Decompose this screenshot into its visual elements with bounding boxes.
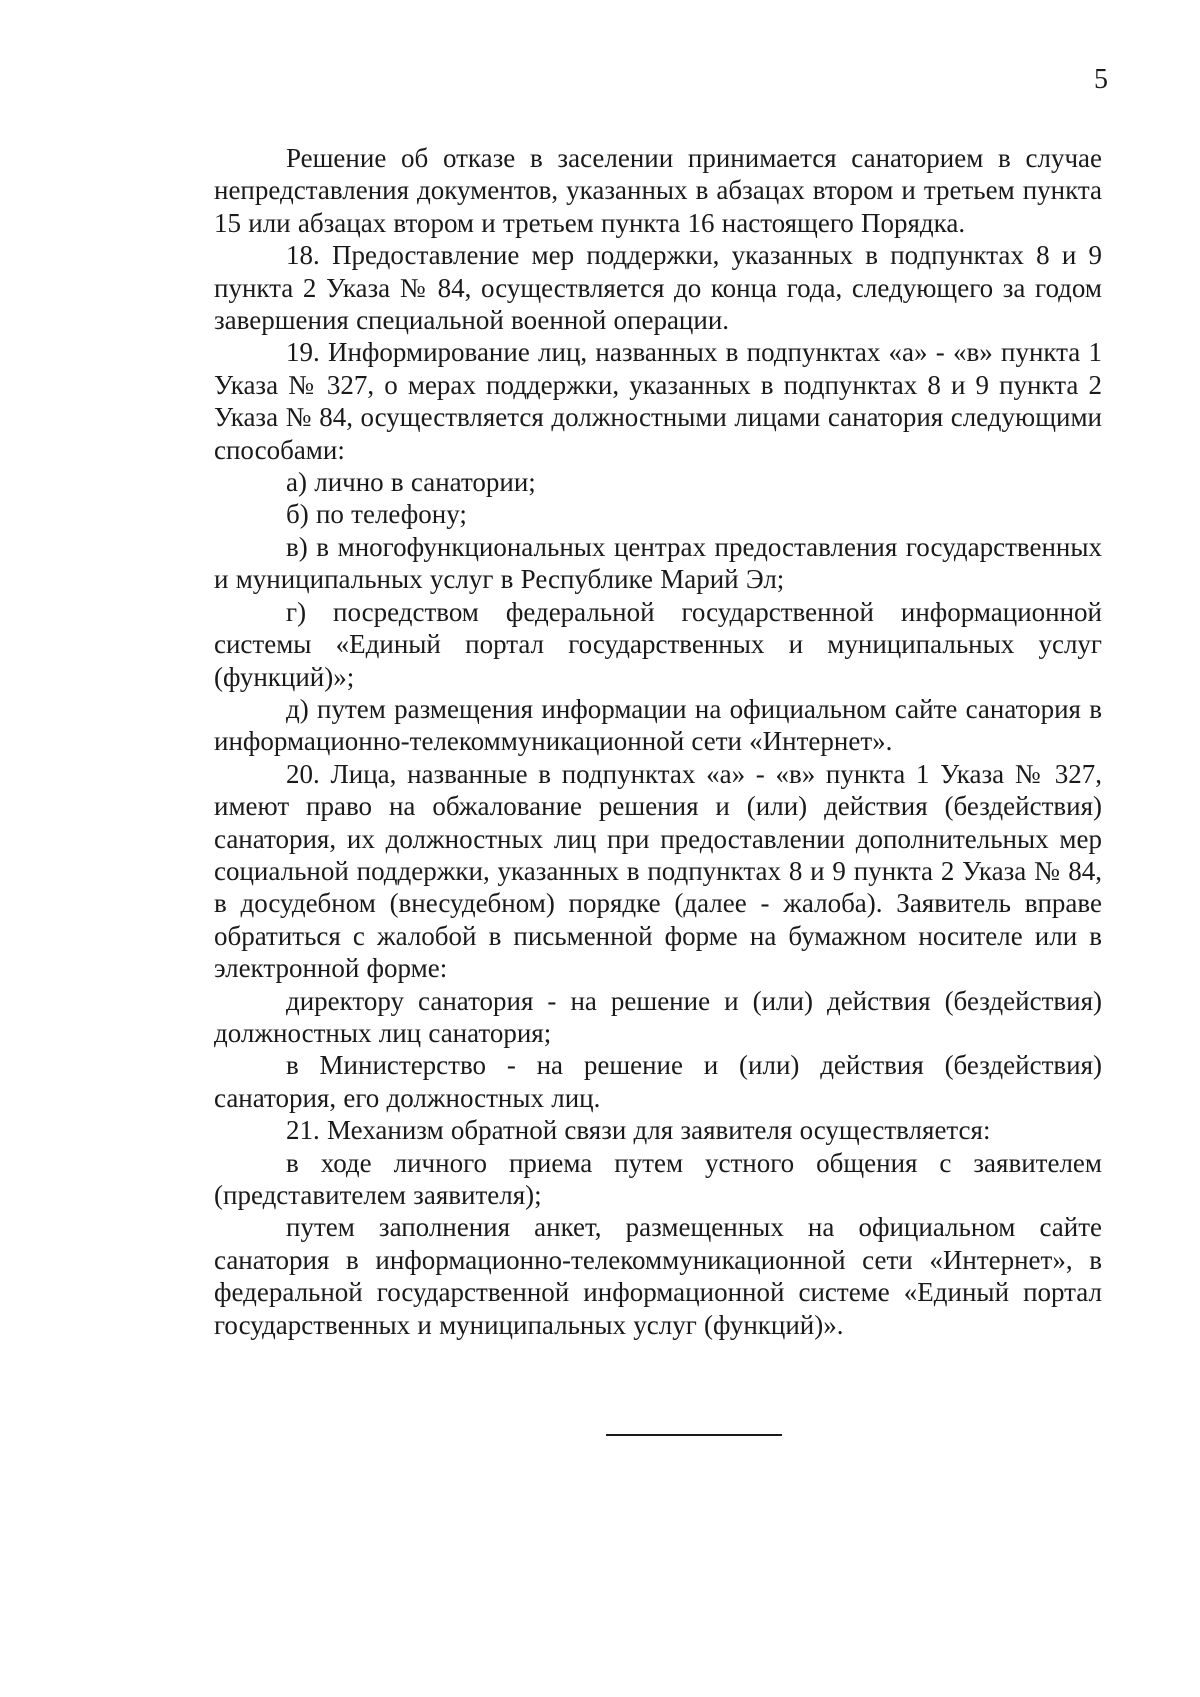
list-item-g: г) посредством федеральной государственной информационной системы «Единый портал государственных и муниципальных услуг (функций)»;	[214, 596, 1102, 692]
document-body	[214, 142, 1102, 1341]
paragraph-feedback-personal: в ходе личного приема путем устного общения с заявителем (представителем заявителя);	[214, 1147, 1102, 1210]
list-item-a: а) лично в санатории;	[286, 467, 536, 498]
paragraph-item-20: 20. Лица, названные в подпунктах «а» - «в» пункта 1 Указа № 327, имеют право на обжалование решения и (или) действия (бездействия) санатория, их должностных лиц при предоставлении дополнительных мер социальной поддержки, указанных в подпунктах 8 и 9 пункта 2 Указа № 84, в досудебном (внесудебном) порядке (далее - жалоба). Заявитель вправе обратиться с жалобой в письменной форме на бумажном носителе или в электронной форме:	[214, 758, 1102, 984]
paragraph-item-21: 21. Механизм обратной связи для заявителя осуществляется:	[286, 1115, 991, 1146]
paragraph-refusal-decision: Решение об отказе в заселении принимается санаторием в случае непредставления документов, указанных в абзацах втором и третьем пункта 15 или абзацах втором и третьем пункта 16 настоящего Порядка.	[214, 143, 1102, 238]
paragraph-item-19: 19. Информирование лиц, названных в подпунктах «а» - «в» пункта 1 Указа № 327, о мерах поддержки, указанных в подпунктах 8 и 9 пункта 2 Указа № 84, осуществляется должностными лицами санатория следующими способами:	[214, 337, 1102, 465]
list-item-d: д) путем размещения информации на официальном сайте санатория в информационно-телекоммуникационной сети «Интернет».	[214, 693, 1102, 757]
paragraph-complaint-director: директору санатория - на решение и (или) действия (бездействия) должностных лиц санатория;	[214, 985, 1102, 1048]
list-item-v: в) в многофункциональных центрах предоставления государственных и муниципальных услуг в Республике Марий Эл;	[214, 531, 1102, 595]
list-item-b: б) по телефону;	[286, 499, 467, 530]
paragraph-feedback-survey: путем заполнения анкет, размещенных на официальном сайте санатория в информационно-телекоммуникационной сети «Интернет», в федеральной государственной информационной системе «Единый портал государственных и муниципальных услуг (функций)».	[214, 1212, 1102, 1340]
end-of-document-line	[606, 1434, 782, 1436]
page-number: 5	[1094, 64, 1108, 95]
paragraph-complaint-ministry: в Министерство - на решение и (или) действия (бездействия) санатория, его должностных лиц.	[214, 1050, 1102, 1113]
paragraph-item-18: 18. Предоставление мер поддержки, указанных в подпунктах 8 и 9 пункта 2 Указа № 84, осуществляется до конца года, следующего за годом завершения специальной военной операции.	[214, 240, 1102, 336]
